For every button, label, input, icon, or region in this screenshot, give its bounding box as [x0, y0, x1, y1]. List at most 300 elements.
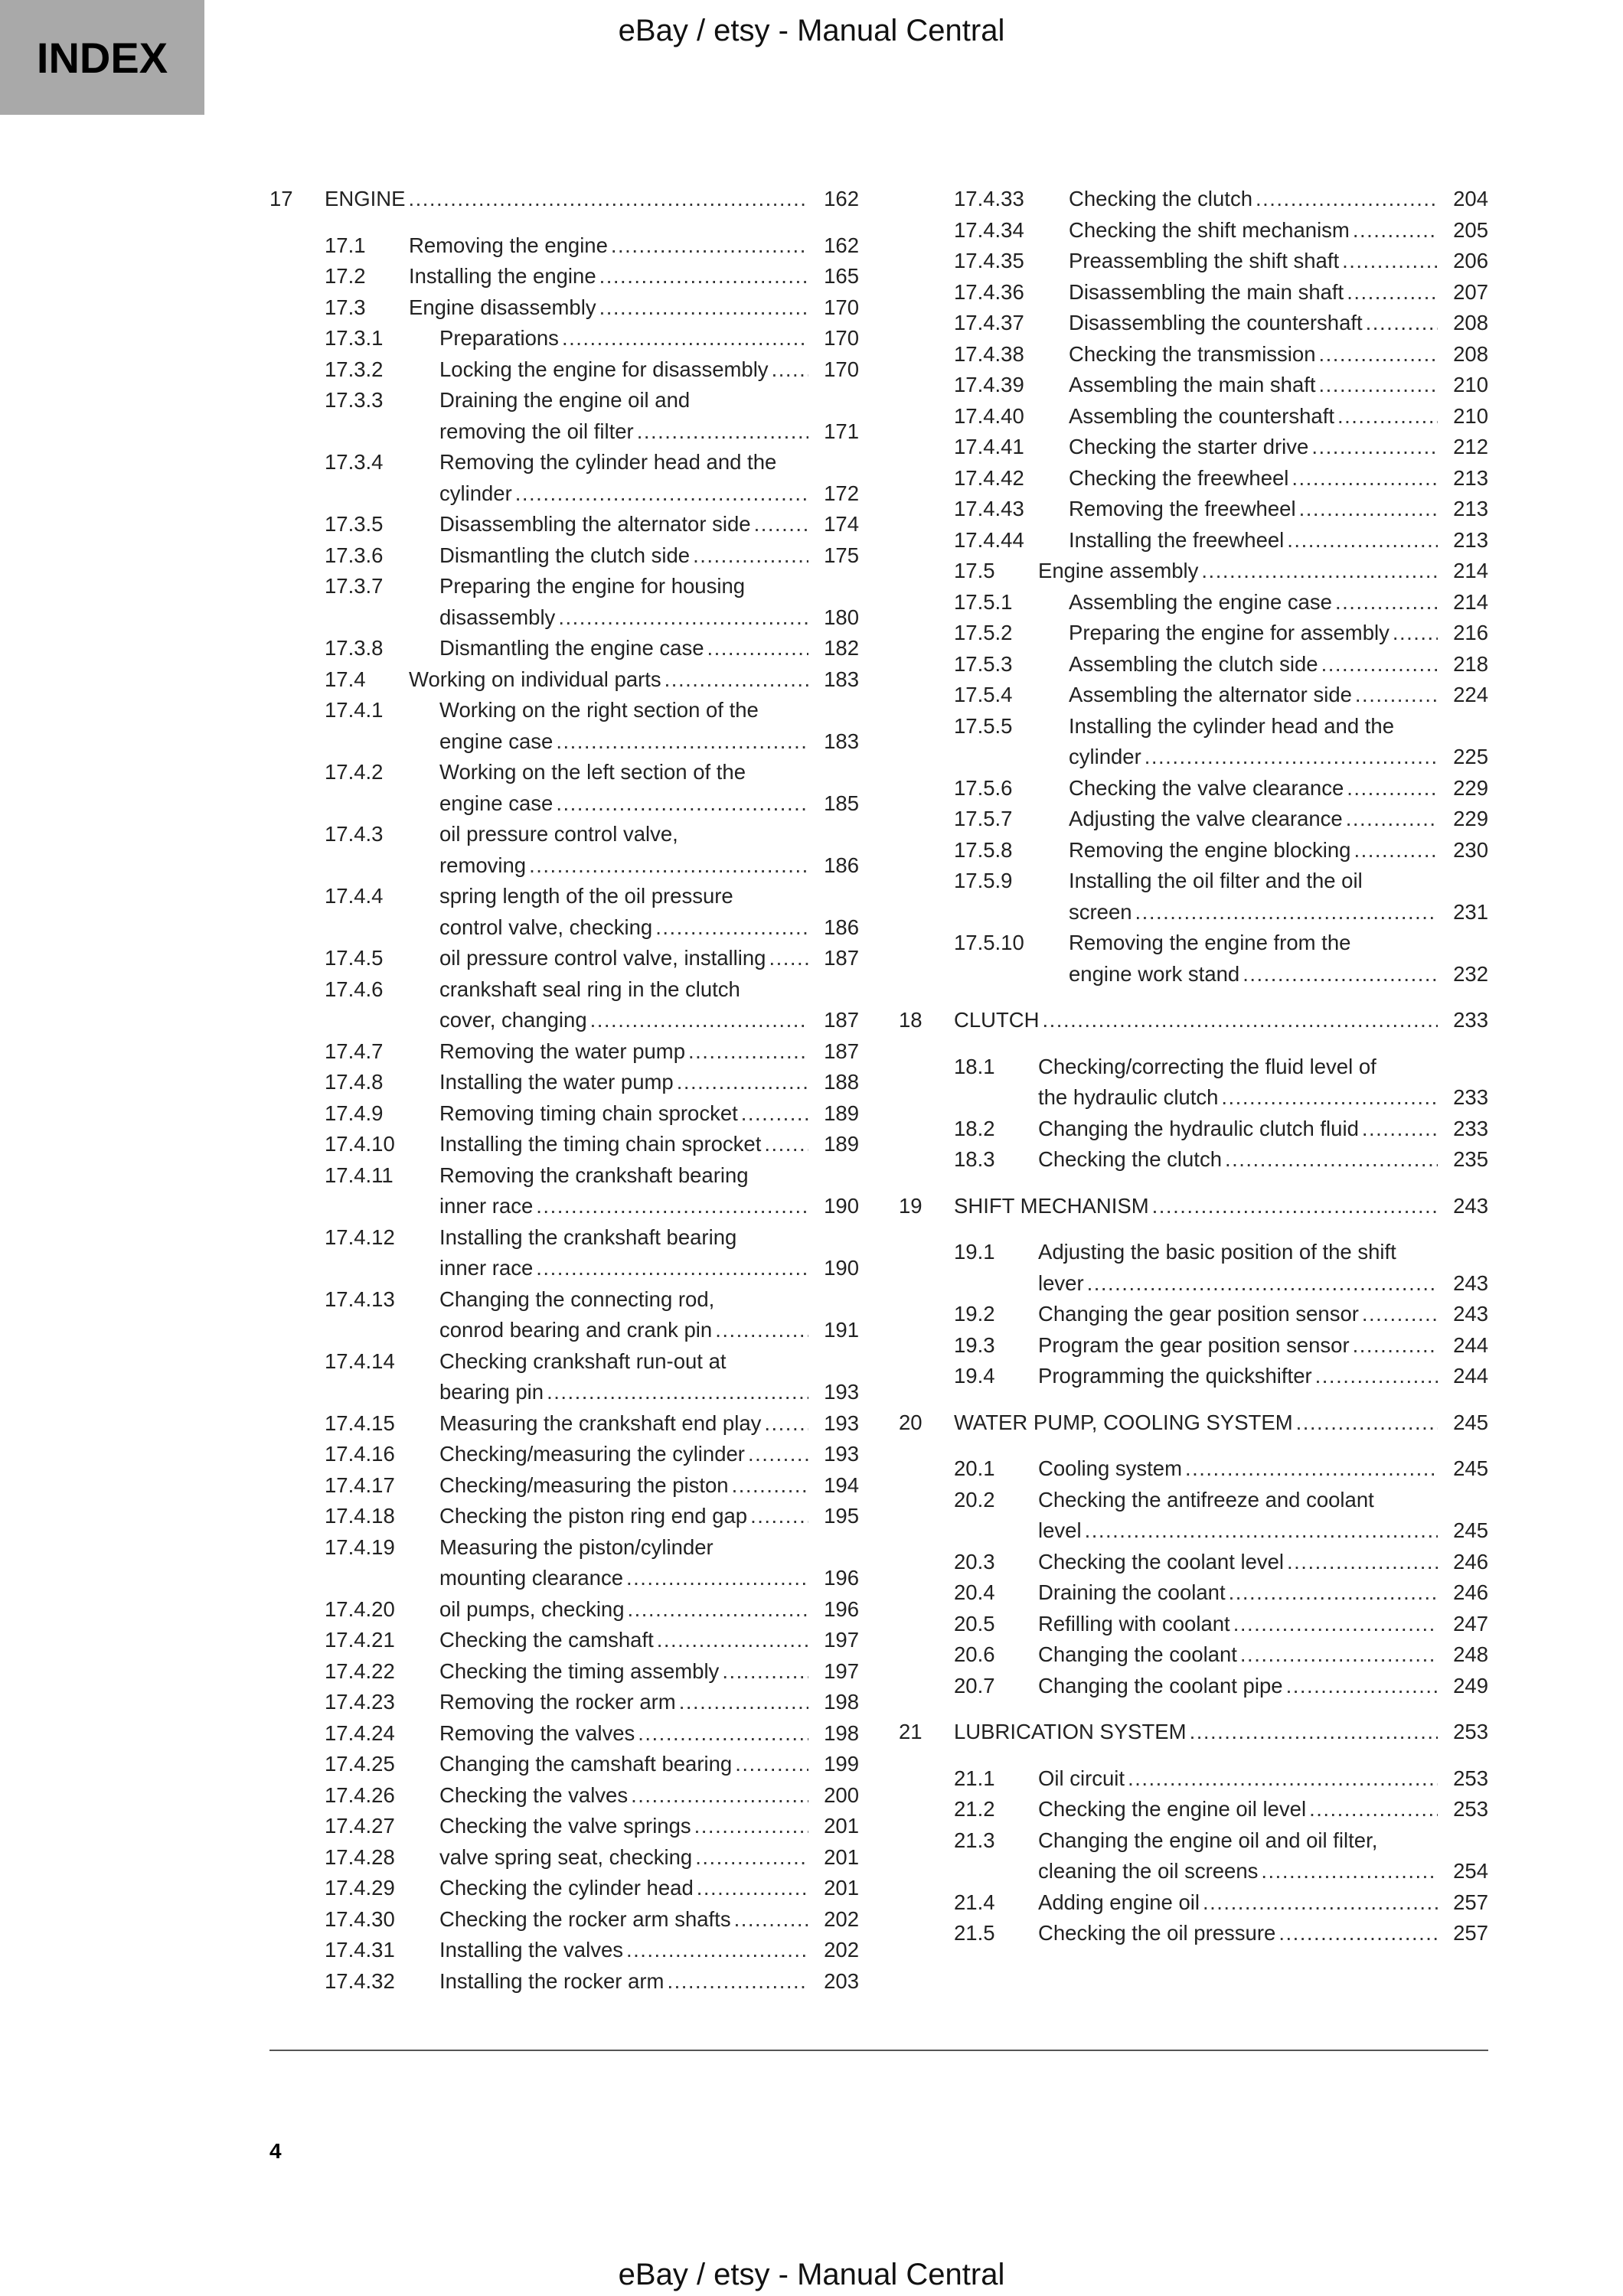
toc-page-number: 171 [824, 419, 859, 443]
toc-entry-number: 17.4.26 [325, 1782, 395, 1807]
toc-entry-title-line: Checking the starter drive [1069, 435, 1309, 458]
toc-entry-title-line: oil pressure control valve, installing [439, 946, 766, 970]
toc-page-number: 170 [824, 357, 859, 381]
toc-page-number: 248 [1453, 1642, 1488, 1666]
toc-entry-number: 17.4.42 [954, 465, 1024, 490]
toc-entry[interactable] [899, 1237, 1488, 1299]
toc-page-number: 214 [1453, 559, 1488, 582]
dot-leader [1145, 742, 1438, 773]
toc-page-number: 253 [1453, 1766, 1488, 1790]
toc-entry-number: 17.1 [325, 233, 366, 257]
dot-leader [1347, 277, 1438, 308]
toc-entry-title-line: Cooling system [1038, 1456, 1182, 1480]
toc-entry-title-line: engine work stand [1069, 961, 1240, 986]
toc-entry[interactable] [899, 1639, 1488, 1671]
toc-page-number: 195 [824, 1504, 859, 1528]
toc-entry[interactable] [899, 463, 1488, 494]
toc-entry-number: 21.1 [954, 1766, 995, 1790]
toc-entry-title-line: Disassembling the alternator side [439, 512, 751, 536]
toc-page-number: 193 [824, 1411, 859, 1435]
toc-entry[interactable] [269, 354, 859, 386]
toc-entry[interactable] [269, 540, 859, 572]
toc-entry[interactable] [899, 1671, 1488, 1702]
toc-entry-number: 17.3.2 [325, 357, 384, 381]
dot-leader [1229, 1577, 1438, 1609]
toc-entry-number: 17.4.25 [325, 1752, 395, 1776]
toc-entry[interactable] [269, 1501, 859, 1532]
toc-entry-title-line: cover, changing [439, 1008, 587, 1032]
toc-entry[interactable] [899, 1825, 1488, 1887]
toc-entry-number: 17.4.33 [954, 187, 1024, 210]
toc-entry[interactable] [269, 974, 859, 1036]
toc-entry-title-line: engine case [439, 729, 554, 753]
toc-entry[interactable] [899, 1144, 1488, 1176]
toc-entry-title-line: Changing the engine oil and oil filter, [1038, 1828, 1378, 1852]
toc-entry[interactable] [899, 711, 1488, 773]
toc-entry[interactable] [899, 1763, 1488, 1795]
toc-entry[interactable] [899, 1485, 1488, 1547]
dot-leader [1354, 835, 1438, 866]
toc-entry-number: 20.7 [954, 1673, 995, 1698]
toc-entry-number: 17.4.39 [954, 373, 1024, 396]
toc-page-number: 257 [1453, 1921, 1488, 1945]
toc-page-number: 245 [1453, 1518, 1488, 1542]
toc-entry-title-line: Working on the right section of the [439, 698, 759, 722]
toc-entry[interactable] [899, 1609, 1488, 1640]
dot-leader [1085, 1515, 1438, 1547]
dot-leader [1261, 1856, 1438, 1887]
toc-page-number: 243 [1453, 1270, 1488, 1295]
toc-entry-number: 17.4.3 [325, 822, 384, 846]
toc-entry-title-line: engine case [439, 791, 554, 815]
toc-page-number: 202 [824, 1906, 859, 1931]
dot-leader [638, 1718, 808, 1750]
toc-entry-title-line: Checking the transmission [1069, 341, 1316, 366]
toc-entry[interactable] [269, 1718, 859, 1750]
toc-page-number: 162 [824, 187, 859, 210]
toc-page-number: 254 [1453, 1859, 1488, 1883]
toc-entry-number: 17.4.16 [325, 1442, 395, 1466]
dot-leader [556, 726, 808, 758]
toc-entry-number: 17.4.44 [954, 527, 1024, 552]
toc-entry[interactable] [899, 804, 1488, 835]
toc-chapter[interactable] [269, 184, 859, 215]
dot-leader [1319, 339, 1438, 370]
dot-leader [1185, 1453, 1438, 1485]
toc-entry[interactable] [269, 230, 859, 262]
footer-divider [269, 2050, 1488, 2051]
toc-page-number: 224 [1453, 683, 1488, 706]
toc-entry-number: 17.5 [954, 559, 995, 582]
toc-entry-number: 17.4.24 [325, 1720, 395, 1745]
watermark-top: eBay / etsy - Manual Central [618, 14, 1005, 47]
toc-entry-title-line: Changing the coolant [1038, 1642, 1237, 1666]
toc-page-number: 249 [1453, 1673, 1488, 1698]
toc-entry-number: 17.4.10 [325, 1132, 395, 1156]
toc-page-number: 205 [1453, 217, 1488, 242]
toc-entry[interactable] [899, 1547, 1488, 1578]
toc-entry[interactable] [269, 1036, 859, 1068]
toc-entry-title-line: Checking the cylinder head [439, 1876, 694, 1900]
toc-entry[interactable] [269, 447, 859, 509]
dot-leader [1347, 773, 1438, 804]
dot-leader [1342, 246, 1438, 277]
toc-entry[interactable] [899, 370, 1488, 401]
toc-entry[interactable] [899, 1794, 1488, 1825]
toc-entry[interactable] [899, 556, 1488, 587]
toc-entry-number: 21.2 [954, 1797, 995, 1821]
toc-entry-number: 17.4.37 [954, 311, 1024, 334]
toc-entry[interactable] [269, 1935, 859, 1966]
toc-page-number: 213 [1453, 497, 1488, 520]
toc-entry[interactable] [269, 1067, 859, 1098]
toc-entry-title-line: Checking the engine oil level [1038, 1797, 1307, 1821]
toc-entry-title-line: Checking/correcting the fluid level of [1038, 1054, 1376, 1078]
toc-entry[interactable] [269, 819, 859, 881]
dot-leader [611, 230, 808, 262]
toc-entry-title-line: inner race [439, 1256, 534, 1280]
toc-entry[interactable] [269, 1532, 859, 1594]
toc-entry-number: 17.4.5 [325, 946, 384, 970]
toc-entry-title-line: Locking the engine for disassembly [439, 357, 769, 381]
toc-entry-title-line: Removing the engine [409, 233, 608, 257]
dot-leader [1335, 587, 1438, 618]
toc-entry-number: 17.4.9 [325, 1101, 384, 1125]
dot-leader [764, 1408, 808, 1440]
toc-entry[interactable] [269, 1408, 859, 1440]
toc-entry-number: 17.5.7 [954, 807, 1013, 830]
toc-page-number: 208 [1453, 311, 1488, 334]
toc-page-number: 170 [824, 295, 859, 319]
toc-entry[interactable] [899, 1453, 1488, 1485]
toc-entry-title-line: Assembling the countershaft [1069, 403, 1334, 428]
toc-entry-title-line: cylinder [439, 481, 512, 505]
toc-entry[interactable] [269, 509, 859, 540]
toc-page-number: 187 [824, 1008, 859, 1032]
toc-page-number: 243 [1453, 1302, 1488, 1326]
toc-page-number: 172 [824, 481, 859, 505]
toc-entry-title-line: Checking the rocker arm shafts [439, 1906, 731, 1931]
toc-entry[interactable] [269, 664, 859, 696]
toc-entry[interactable] [899, 866, 1488, 928]
toc-entry[interactable] [269, 571, 859, 633]
toc-page-number: 197 [824, 1628, 859, 1652]
toc-entry[interactable] [899, 773, 1488, 804]
toc-entry[interactable] [899, 1918, 1488, 1949]
toc-entry-title-line: CLUTCH [954, 1008, 1040, 1032]
toc-entry[interactable] [269, 881, 859, 943]
toc-entry[interactable] [899, 1114, 1488, 1145]
toc-entry[interactable] [269, 1284, 859, 1346]
toc-entry[interactable] [269, 323, 859, 354]
toc-entry-title-line: Checking the clutch [1038, 1147, 1222, 1171]
toc-page-number: 183 [824, 729, 859, 753]
dot-leader [1315, 1361, 1438, 1392]
toc-page-number: 235 [1453, 1147, 1488, 1171]
toc-page-number: 187 [824, 946, 859, 970]
toc-entry-title-line: Draining the coolant [1038, 1580, 1226, 1604]
toc-page-number: 201 [824, 1876, 859, 1900]
toc-chapter[interactable] [899, 1191, 1488, 1222]
toc-entry-title-line: Checking the shift mechanism [1069, 217, 1350, 242]
dot-leader [764, 1129, 808, 1160]
toc-entry[interactable] [269, 261, 859, 292]
dot-leader [631, 1780, 808, 1812]
toc-entry[interactable] [269, 1160, 859, 1222]
toc-page-number: 187 [824, 1039, 859, 1063]
toc-entry-title-line: crankshaft seal ring in the clutch [439, 977, 740, 1001]
toc-entry-number: 17.4.31 [325, 1938, 395, 1962]
toc-page-number: 185 [824, 791, 859, 815]
toc-entry[interactable] [899, 401, 1488, 432]
toc-page-number: 190 [824, 1194, 859, 1218]
toc-entry-title-line: lever [1038, 1270, 1084, 1295]
toc-entry-number: 17.4.35 [954, 249, 1024, 272]
toc-page-number: 212 [1453, 435, 1488, 458]
toc-entry[interactable] [899, 184, 1488, 215]
toc-entry[interactable] [269, 1656, 859, 1688]
toc-entry[interactable] [899, 246, 1488, 277]
toc-entry-title-line: Installing the crankshaft bearing [439, 1225, 737, 1249]
toc-entry[interactable] [899, 1330, 1488, 1362]
toc-entry-title-line: Installing the oil filter and the oil [1069, 869, 1363, 892]
toc-entry-number: 21.5 [954, 1921, 995, 1945]
toc-entry[interactable] [269, 695, 859, 757]
toc-entry[interactable] [899, 1299, 1488, 1330]
toc-entry-number: 17.5.9 [954, 869, 1013, 892]
toc-entry-title-line: Measuring the piston/cylinder [439, 1534, 714, 1559]
toc-entry[interactable] [269, 1098, 859, 1130]
toc-entry[interactable] [899, 494, 1488, 525]
toc-entry[interactable] [899, 618, 1488, 649]
dot-leader [626, 1935, 808, 1966]
toc-entry-title-line: Checking the camshaft [439, 1628, 654, 1652]
toc-entry-title-line: Removing timing chain sprocket [439, 1101, 738, 1125]
toc-entry-title-line: Checking the freewheel [1069, 465, 1289, 490]
toc-entry-number: 17.4.14 [325, 1349, 395, 1373]
toc-entry-title-line: Changing the connecting rod, [439, 1287, 715, 1311]
toc-entry[interactable] [269, 1222, 859, 1284]
toc-entry[interactable] [899, 432, 1488, 463]
toc-entry[interactable] [899, 835, 1488, 866]
toc-entry-number: 17.4.2 [325, 760, 384, 784]
toc-entry-title-line: Checking the valve springs [439, 1814, 691, 1838]
toc-entry-title-line: Assembling the engine case [1069, 589, 1332, 614]
toc-entry-title-line: WATER PUMP, COOLING SYSTEM [954, 1410, 1293, 1434]
toc-entry-title-line: Preparing the engine for assembly [1069, 621, 1390, 644]
toc-entry[interactable] [269, 1687, 859, 1718]
toc-entry-number: 17.4.20 [325, 1596, 395, 1621]
toc-entry-number: 17.5.4 [954, 683, 1013, 706]
dot-leader [626, 1563, 808, 1594]
dot-leader [1296, 1407, 1438, 1439]
toc-entry-title-line: disassembly [439, 605, 556, 629]
toc-entry-title-line: Draining the engine oil and [439, 388, 691, 412]
toc-entry-title-line: Dismantling the clutch side [439, 543, 691, 567]
dot-leader [667, 1966, 808, 1998]
toc-page-number: 216 [1453, 621, 1488, 644]
toc-entry[interactable] [269, 1470, 859, 1502]
toc-entry[interactable] [899, 1052, 1488, 1114]
toc-entry-title-line: bearing pin [439, 1380, 544, 1404]
dot-leader [707, 633, 808, 664]
toc-entry[interactable] [269, 757, 859, 819]
toc-page-number: 203 [824, 1968, 859, 1993]
toc-entry[interactable] [899, 1577, 1488, 1609]
toc-entry-title-line: conrod bearing and crank pin [439, 1318, 713, 1342]
toc-entry[interactable] [269, 1346, 859, 1408]
toc-page-number: 231 [1453, 899, 1488, 924]
dot-leader [1292, 463, 1438, 494]
toc-entry-number: 21.3 [954, 1828, 995, 1852]
dot-leader [722, 1656, 808, 1688]
toc-entry[interactable] [899, 928, 1488, 990]
toc-entry-number: 18.1 [954, 1054, 995, 1078]
toc-entry-number: 17.4.36 [954, 279, 1024, 304]
toc-page-number: 245 [1453, 1456, 1488, 1480]
toc-page-number: 229 [1453, 807, 1488, 830]
toc-entry[interactable] [269, 385, 859, 447]
dot-leader [1287, 1547, 1438, 1578]
toc-entry-title-line: oil pumps, checking [439, 1596, 625, 1621]
dot-leader [1190, 1717, 1438, 1748]
toc-page-number: 232 [1453, 961, 1488, 986]
toc-entry[interactable] [899, 215, 1488, 246]
toc-entry-number: 20 [899, 1410, 923, 1434]
toc-page-number: 200 [824, 1782, 859, 1807]
toc-entry-title-line: Checking/measuring the cylinder [439, 1442, 745, 1466]
toc-entry-title-line: Assembling the clutch side [1069, 651, 1318, 676]
toc-entry-title-line: Checking/measuring the piston [439, 1473, 729, 1497]
toc-page-number: 245 [1453, 1410, 1488, 1434]
toc-entry-title-line: Engine assembly [1038, 559, 1199, 582]
toc-entry-title-line: Adding engine oil [1038, 1890, 1200, 1914]
toc-page-number: 253 [1453, 1720, 1488, 1743]
dot-leader [693, 540, 808, 572]
dot-leader [750, 1501, 808, 1532]
toc-entry-title-line: Assembling the main shaft [1069, 373, 1316, 396]
toc-entry-number: 17.4.21 [325, 1628, 395, 1652]
dot-leader [1362, 1114, 1438, 1145]
dot-leader [599, 261, 808, 292]
toc-entry-number: 17.5.8 [954, 837, 1013, 862]
dot-leader [735, 1749, 808, 1780]
toc-entry[interactable] [269, 292, 859, 324]
dot-leader [1233, 1609, 1438, 1640]
dot-leader [628, 1594, 808, 1626]
toc-entry[interactable] [269, 1594, 859, 1626]
toc-page-number: 190 [824, 1256, 859, 1280]
toc-page-number: 206 [1453, 249, 1488, 272]
toc-entry-number: 17.4.27 [325, 1814, 395, 1838]
toc-page-number: 201 [824, 1814, 859, 1838]
toc-entry-title-line: valve spring seat, checking [439, 1844, 693, 1869]
dot-leader [529, 850, 808, 882]
toc-entry[interactable] [899, 680, 1488, 711]
toc-entry-number: 17.3.5 [325, 512, 384, 536]
toc-entry-title-line: Checking the oil pressure [1038, 1921, 1276, 1945]
toc-chapter[interactable] [899, 1407, 1488, 1439]
toc-page-number: 208 [1453, 341, 1488, 366]
toc-entry[interactable] [269, 943, 859, 974]
toc-entry[interactable] [269, 1904, 859, 1936]
toc-entry-title-line: Preparing the engine for housing [439, 574, 746, 598]
toc-entry[interactable] [269, 1811, 859, 1842]
toc-entry[interactable] [899, 339, 1488, 370]
toc-entry[interactable] [269, 1780, 859, 1812]
toc-entry-title-line: Removing the engine blocking [1069, 837, 1351, 862]
toc-entry-title-line: Adjusting the basic position of the shift [1038, 1240, 1396, 1264]
toc-entry-number: 21 [899, 1720, 923, 1743]
dot-leader [558, 602, 808, 634]
toc-entry-number: 18.3 [954, 1147, 995, 1171]
toc-page-number: 199 [824, 1752, 859, 1776]
toc-entry-number: 17.4.6 [325, 977, 384, 1001]
dot-leader [657, 1625, 808, 1656]
toc-entry[interactable] [269, 1842, 859, 1874]
toc-entry-number: 17.3.7 [325, 574, 384, 598]
toc-entry[interactable] [269, 1129, 859, 1160]
toc-entry[interactable] [899, 308, 1488, 339]
toc-entry-number: 17.4.19 [325, 1534, 395, 1559]
toc-entry-number: 20.2 [954, 1487, 995, 1512]
dot-leader [1319, 370, 1438, 401]
watermark-bottom: eBay / etsy - Manual Central [618, 2258, 1005, 2291]
toc-page-number: 257 [1453, 1890, 1488, 1914]
toc-entry-title-line: Removing the crankshaft bearing [439, 1163, 749, 1187]
toc-entry[interactable] [899, 649, 1488, 680]
toc-page-number: 246 [1453, 1580, 1488, 1604]
toc-page-number: 197 [824, 1658, 859, 1683]
toc-entry-number: 17.4.41 [954, 435, 1024, 458]
toc-entry-title-line: Checking crankshaft run-out at [439, 1349, 727, 1373]
toc-entry[interactable] [899, 525, 1488, 556]
toc-entry-number: 17.4.28 [325, 1844, 395, 1869]
toc-entry[interactable] [899, 1361, 1488, 1392]
dot-leader [1043, 1005, 1438, 1036]
toc-entry[interactable] [269, 633, 859, 664]
toc-entry[interactable] [269, 1439, 859, 1470]
toc-chapter[interactable] [899, 1005, 1488, 1036]
toc-entry-title-line: Removing the cylinder head and the [439, 450, 777, 474]
toc-chapter[interactable] [899, 1717, 1488, 1748]
toc-entry[interactable] [269, 1749, 859, 1780]
toc-entry[interactable] [269, 1873, 859, 1904]
toc-page-number: 165 [824, 264, 859, 288]
toc-entry-title-line: cylinder [1069, 745, 1141, 768]
dot-leader [1353, 1330, 1438, 1362]
toc-entry[interactable] [899, 1887, 1488, 1919]
dot-leader [1087, 1268, 1438, 1300]
toc-entry[interactable] [899, 587, 1488, 618]
toc-entry-number: 17.4.30 [325, 1906, 395, 1931]
toc-entry-number: 20.3 [954, 1549, 995, 1574]
toc-entry-number: 20.5 [954, 1611, 995, 1636]
toc-entry-title-line: Program the gear position sensor [1038, 1332, 1350, 1357]
toc-entry[interactable] [269, 1625, 859, 1656]
toc-entry-number: 17.4.29 [325, 1876, 395, 1900]
toc-entry-number: 17.4.40 [954, 403, 1024, 428]
toc-entry[interactable] [899, 277, 1488, 308]
toc-entry[interactable] [269, 1966, 859, 1998]
toc-entry-title-line: SHIFT MECHANISM [954, 1193, 1149, 1218]
toc-entry-number: 17.2 [325, 264, 366, 288]
dot-leader [599, 292, 808, 324]
toc-entry-title-line: ENGINE [325, 187, 406, 210]
dot-leader [536, 1191, 808, 1222]
toc-entry-title-line: oil pressure control valve, [439, 822, 678, 846]
toc-entry-title-line: level [1038, 1518, 1082, 1542]
